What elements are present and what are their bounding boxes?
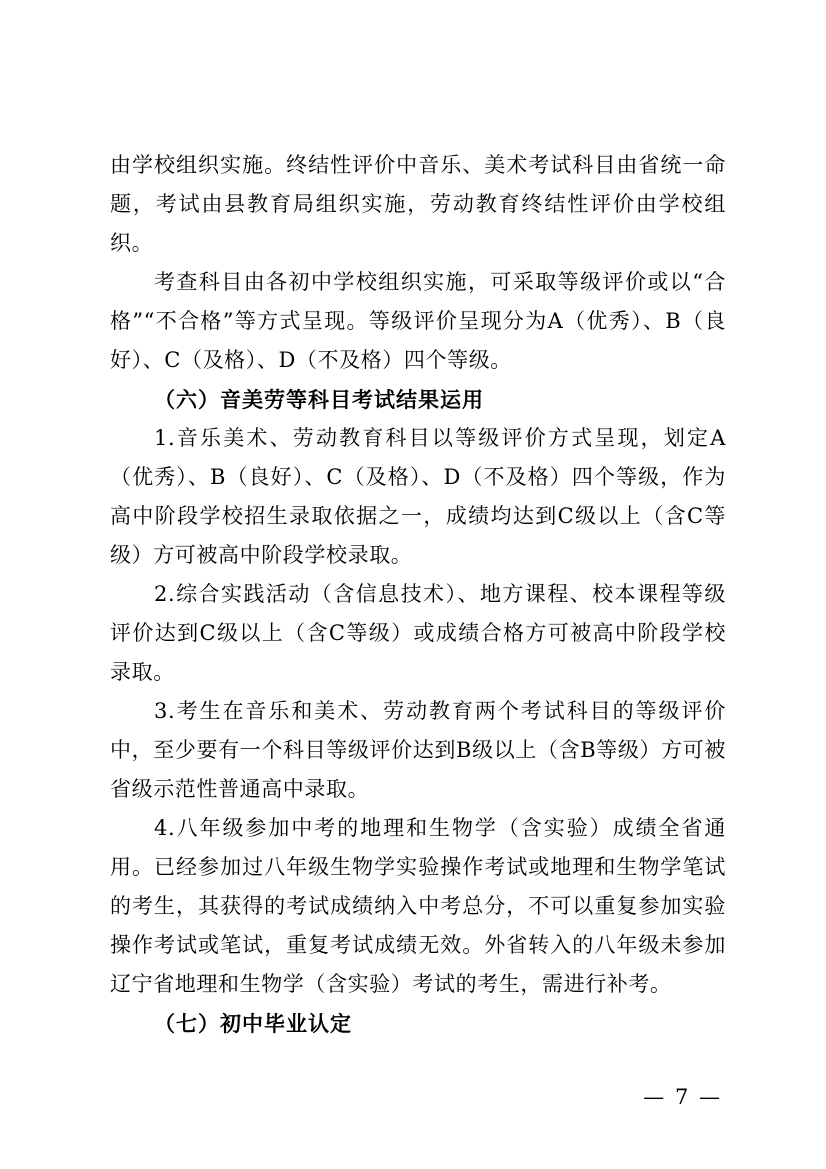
- section-heading-six: （六）音美劳等科目考试结果运用: [154, 387, 484, 412]
- paragraph-item-2: 2.综合实践活动（含信息技术）、地方课程、校本课程等级评价达到C级以上（含C等级）或成绩合格方可被高中阶段学校录取。: [110, 582, 726, 684]
- paragraph-item-1: 1.音乐美术、劳动教育科目以等级评价方式呈现，划定A（优秀）、B（良好）、C（及格）、D（不及格）四个等级，作为高中阶段学校招生录取依据之一，成绩均达到C级以上（含C等级）方可被高中阶段学校录取。: [110, 426, 726, 567]
- paragraph-item-3: 3.考生在音乐和美术、劳动教育两个考试科目的等级评价中，至少要有一个科目等级评价达到B级以上（含B等级）方可被省级示范性普通高中录取。: [110, 699, 726, 801]
- section-heading-seven: （七）初中毕业认定: [154, 1011, 352, 1036]
- paragraph-continuation: 由学校组织实施。终结性评价中音乐、美术考试科目由省统一命题，考试由县教育局组织实施，劳动教育终结性评价由学校组织。: [110, 153, 726, 255]
- document-body: [110, 146, 726, 1043]
- paragraph-item-4: 4.八年级参加中考的地理和生物学（含实验）成绩全省通用。已经参加过八年级生物学实验操作考试或地理和生物学笔试的考生，其获得的考试成绩纳入中考总分，不可以重复参加实验操作考试或笔试，重复考试成绩无效。外省转入的八年级未参加辽宁省地理和生物学（含实验）考试的考生，需进行补考。: [110, 816, 726, 996]
- page-number: — 7 —: [643, 1085, 722, 1109]
- paragraph-exam-subjects: 考查科目由各初中学校组织实施，可采取等级评价或以“合格”“不合格”等方式呈现。等级评价呈现分为A（优秀）、B（良好）、C（及格）、D（不及格）四个等级。: [110, 270, 726, 372]
